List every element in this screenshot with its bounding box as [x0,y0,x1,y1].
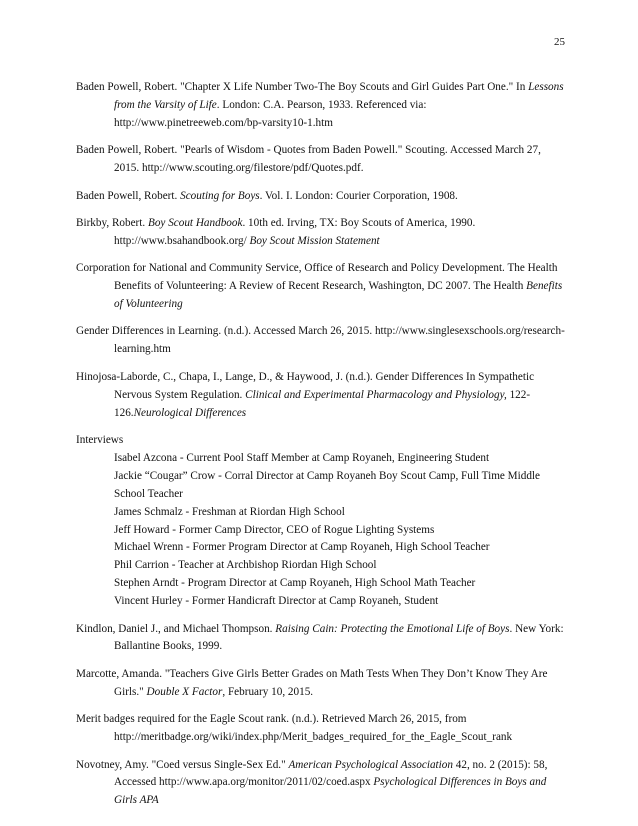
reference-entry [76,79,566,133]
reference-entry [76,260,566,314]
reference-italic-text: Raising Cain: Protecting the Emotional Life of Boys [275,622,510,635]
reference-text: . New York: Ballantine Books, 1999. [114,622,564,653]
reference-text: Merit badges required for the Eagle Scout rank. (n.d.). Retrieved March 26, 2015, from http://meritbadge.org/wiki/index.php/Merit_badges_required_for_the_Eagle_Scout_rank [76,713,513,744]
reference-italic-text: Boy Scout Mission Statement [249,234,380,247]
interview-item: Vincent Hurley - Former Handicraft Director at Camp Royaneh, Student [114,595,439,608]
reference-text: Hinojosa-Laborde, C., Chapa, I., Lange, D., & Haywood, J. (n.d.). Gender Differences In Sympathetic Nervous System Regulation. [76,370,535,401]
reference-entry [76,369,566,423]
reference-text: Baden Powell, Robert. [76,189,181,202]
reference-text: . Vol. I. London: Courier Corporation, 1908. [259,189,458,202]
interviews-section [76,432,566,611]
reference-italic-text: Clinical and Experimental Pharmacology and Physiology, [245,388,507,401]
reference-list-continued [76,621,566,811]
interview-item: Jeff Howard - Former Camp Director, CEO of Rogue Lighting Systems [114,523,435,536]
reference-text: Novotney, Amy. "Coed versus Single-Sex Ed." [76,758,289,771]
interview-item: Phil Carrion - Teacher at Archbishop Riordan High School [114,559,377,572]
reference-text: , February 10, 2015. [222,685,314,698]
reference-list [76,79,566,423]
reference-text: Gender Differences in Learning. (n.d.). Accessed March 26, 2015. http://www.singlesexschools.org/research-learning.htm [76,325,565,356]
page-number: 25 [554,36,565,48]
reference-text: Baden Powell, Robert. "Pearls of Wisdom - Quotes from Baden Powell." Scouting. Accessed March 27, 2015. http://www.scouting.org/filestore/pdf/Quotes.pdf. [76,144,541,175]
interviews-list [76,450,566,611]
reference-text: Corporation for National and Community Service, Office of Research and Policy Development. The Health Benefits of Volunteering: A Review of Recent Research, Washington, DC 2007. The Health [76,262,558,293]
reference-italic-text: Lessons from the Varsity of Life [114,81,564,111]
reference-entry [76,323,566,359]
reference-entry [76,215,566,251]
reference-entry [76,711,566,747]
reference-italic-text: Psychological Differences in Boys and Girls APA [114,776,547,807]
interview-item: James Schmalz - Freshman at Riordan High School [114,505,345,518]
reference-entry [76,621,566,657]
reference-text: Baden Powell, Robert. "Chapter X Life Number Two-The Boy Scouts and Girl Guides Part One." In [76,81,529,93]
bibliography [76,79,566,820]
reference-italic-text: Benefits of Volunteering [114,280,563,311]
interview-item: Stephen Arndt - Program Director at Camp Royaneh, High School Math Teacher [114,577,476,590]
reference-text: Kindlon, Daniel J., and Michael Thompson. [76,622,276,635]
reference-text: 42, no. 2 (2015): 58, Accessed http://www.apa.org/monitor/2011/02/coed.aspx [114,758,548,789]
reference-text: Marcotte, Amanda. "Teachers Give Girls Better Grades on Math Tests When They Don’t Know They Are Girls." [76,667,548,698]
reference-italic-text: Boy Scout Handbook [148,216,243,229]
interview-item: Isabel Azcona - Current Pool Staff Member at Camp Royaneh, Engineering Student [114,451,490,464]
reference-italic-text: American Psychological Association [288,758,453,771]
reference-entry [76,142,566,178]
reference-text: Birkby, Robert. [76,216,148,229]
reference-entry [76,757,566,811]
reference-text: . 10th ed. Irving, TX: Boy Scouts of America, 1990. http://www.bsahandbook.org/ [114,216,476,247]
reference-text: 122-126. [114,388,531,419]
interview-item: Jackie “Cougar” Crow - Corral Director at Camp Royaneh Boy Scout Camp, Full Time Middle School Teacher [114,469,540,500]
reference-italic-text: Scouting for Boys [180,189,260,202]
reference-entry [76,666,566,702]
interviews-heading: Interviews [76,434,124,446]
reference-italic-text: Neurological Differences [133,406,247,419]
reference-text: . London: C.A. Pearson, 1933. Referenced via: http://www.pinetreeweb.com/bp-varsity10-1.htm [114,98,427,129]
reference-italic-text: Double X Factor [146,685,223,698]
reference-entry [76,188,566,206]
interview-item: Michael Wrenn - Former Program Director at Camp Royaneh, High School Teacher [114,541,490,554]
